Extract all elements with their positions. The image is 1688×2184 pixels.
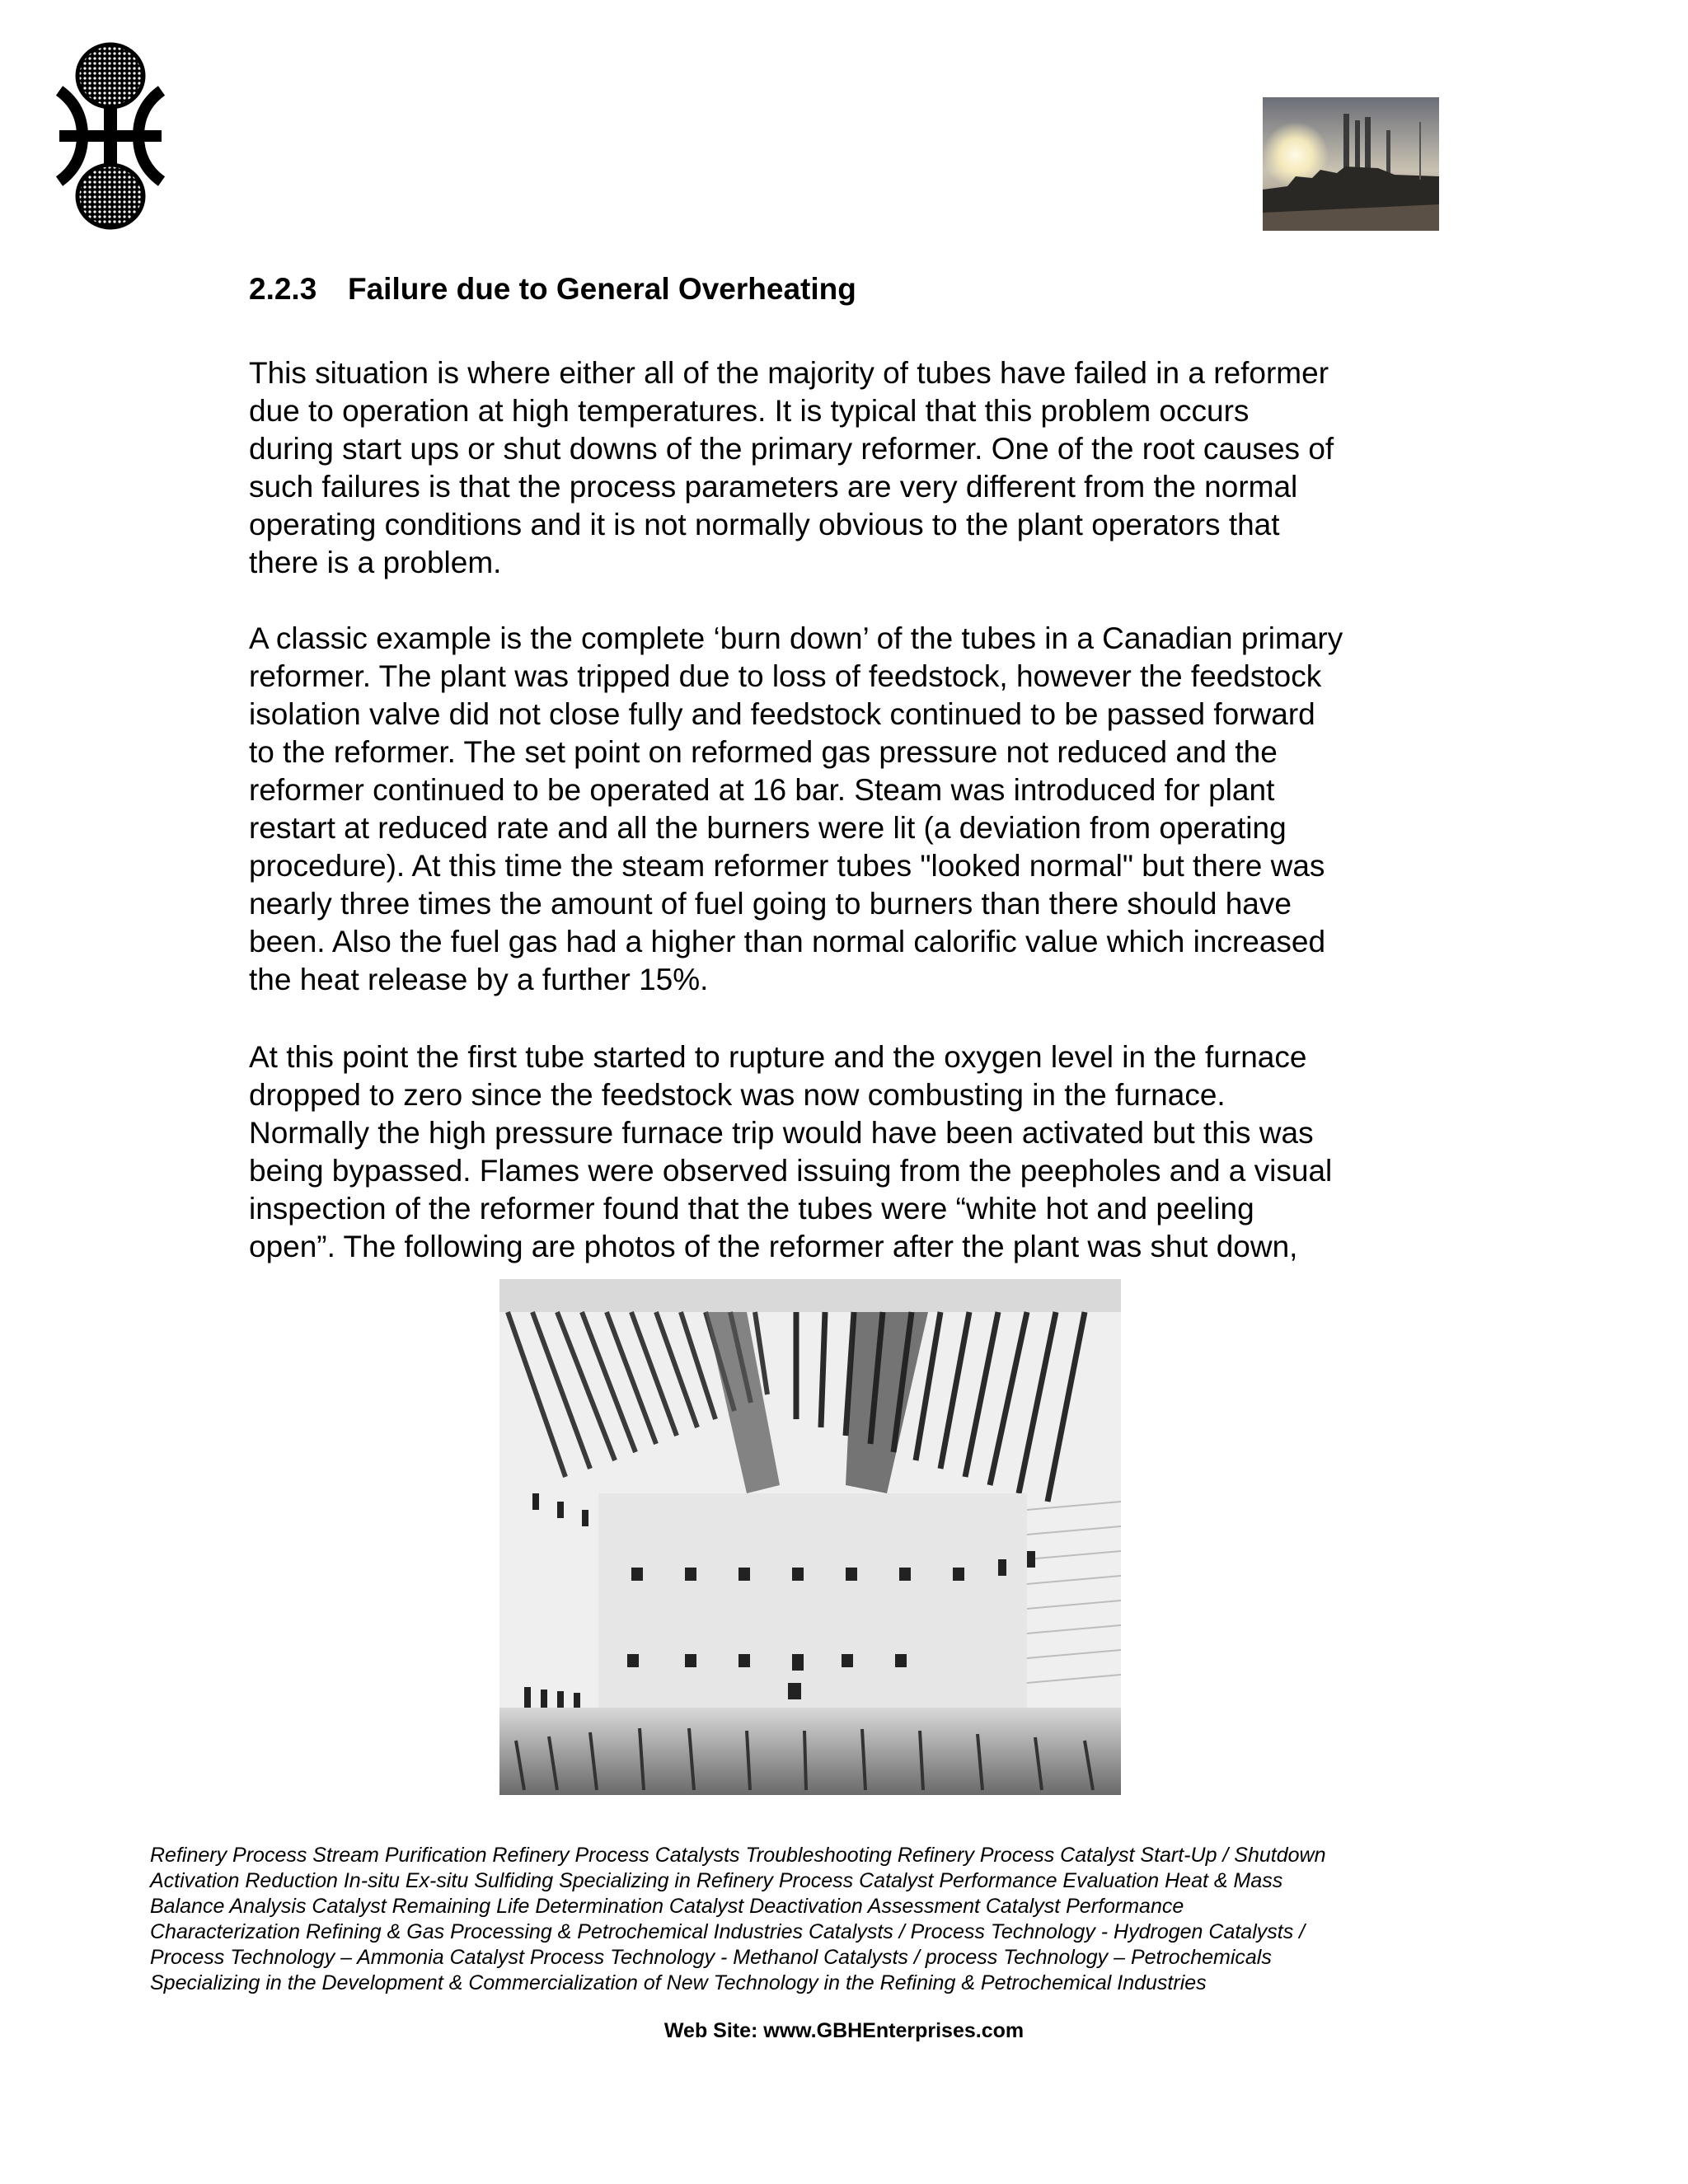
paragraph-line: A classic example is the complete ‘burn down’ of the tubes in a Canadian primary (249, 621, 1343, 655)
paragraph-line: during start ups or shut downs of the primary reformer. One of the root causes of (249, 432, 1334, 466)
paragraph-line: operating conditions and it is not normally obvious to the plant operators that (249, 508, 1280, 541)
paragraph-line: dropped to zero since the feedstock was now combusting in the furnace. (249, 1078, 1226, 1112)
paragraph-line: been. Also the fuel gas had a higher than normal calorific value which increased (249, 925, 1326, 958)
footer-line: Refinery Process Stream Purification Refinery Process Catalysts Troubleshooting Refinery Process Catalyst Start-Up / Shutdown (150, 1844, 1326, 1867)
industrial-plant-sunset-photo (1263, 97, 1439, 231)
paragraph-line: procedure). At this time the steam reformer tubes "looked normal" but there was (249, 849, 1325, 883)
paragraph-line: open”. The following are photos of the reformer after the plant was shut down, (249, 1230, 1298, 1263)
footer-line: Balance Analysis Catalyst Remaining Life Determination Catalyst Deactivation Assessment Catalyst Performance (150, 1895, 1184, 1918)
paragraph-2 (249, 620, 1343, 999)
footer-services-text (150, 1843, 1326, 1996)
paragraph-3 (249, 1038, 1332, 1266)
footer-line: Activation Reduction In-situ Ex-situ Sulfiding Specializing in Refinery Process Catalyst Performance Evaluation Heat & Mass (150, 1869, 1283, 1892)
paragraph-line: reformer continued to be operated at 16 bar. Steam was introduced for plant (249, 773, 1275, 807)
paragraph-line: reformer. The plant was tripped due to loss of feedstock, however the feedstock (249, 659, 1322, 693)
section-heading (249, 270, 856, 308)
paragraph-line: the heat release by a further 15%. (249, 963, 709, 996)
paragraph-line: due to operation at high temperatures. It is typical that this problem occurs (249, 394, 1250, 428)
paragraph-1 (249, 354, 1334, 582)
paragraph-line: This situation is where either all of the majority of tubes have failed in a reformer (249, 356, 1329, 390)
section-title: Failure due to General Overheating (348, 272, 856, 306)
paragraph-line: inspection of the reformer found that the tubes were “white hot and peeling (249, 1192, 1254, 1226)
paragraph-line: isolation valve did not close fully and feedstock continued to be passed forward (249, 697, 1315, 731)
footer-line: Characterization Refining & Gas Processing & Petrochemical Industries Catalysts / Process Technology - Hydrogen Catalysts / (150, 1920, 1306, 1943)
paragraph-line: nearly three times the amount of fuel going to burners than there should have (249, 887, 1292, 921)
paragraph-line: restart at reduced rate and all the burners were lit (a deviation from operating (249, 811, 1287, 845)
paragraph-line: At this point the first tube started to rupture and the oxygen level in the furnace (249, 1040, 1307, 1074)
paragraph-line: being bypassed. Flames were observed issuing from the peepholes and a visual (249, 1154, 1333, 1188)
gbh-enterprises-logo-icon (53, 41, 168, 231)
paragraph-line: Normally the high pressure furnace trip would have been activated but this was (249, 1116, 1314, 1150)
paragraph-line: such failures is that the process parameters are very different from the normal (249, 470, 1298, 504)
paragraph-line: there is a problem. (249, 546, 502, 579)
paragraph-line: to the reformer. The set point on reformed gas pressure not reduced and the (249, 735, 1278, 769)
footer-line: Specializing in the Development & Commercialization of New Technology in the Refining & Petrochemical Industries (150, 1971, 1207, 1994)
footer-line: Process Technology – Ammonia Catalyst Process Technology - Methanol Catalysts / process Technology – Petrochemicals (150, 1946, 1272, 1969)
section-number: 2.2.3 (249, 272, 317, 306)
burned-reformer-furnace-photo (499, 1279, 1121, 1795)
footer-website: Web Site: www.GBHEnterprises.com (663, 2019, 1025, 2042)
